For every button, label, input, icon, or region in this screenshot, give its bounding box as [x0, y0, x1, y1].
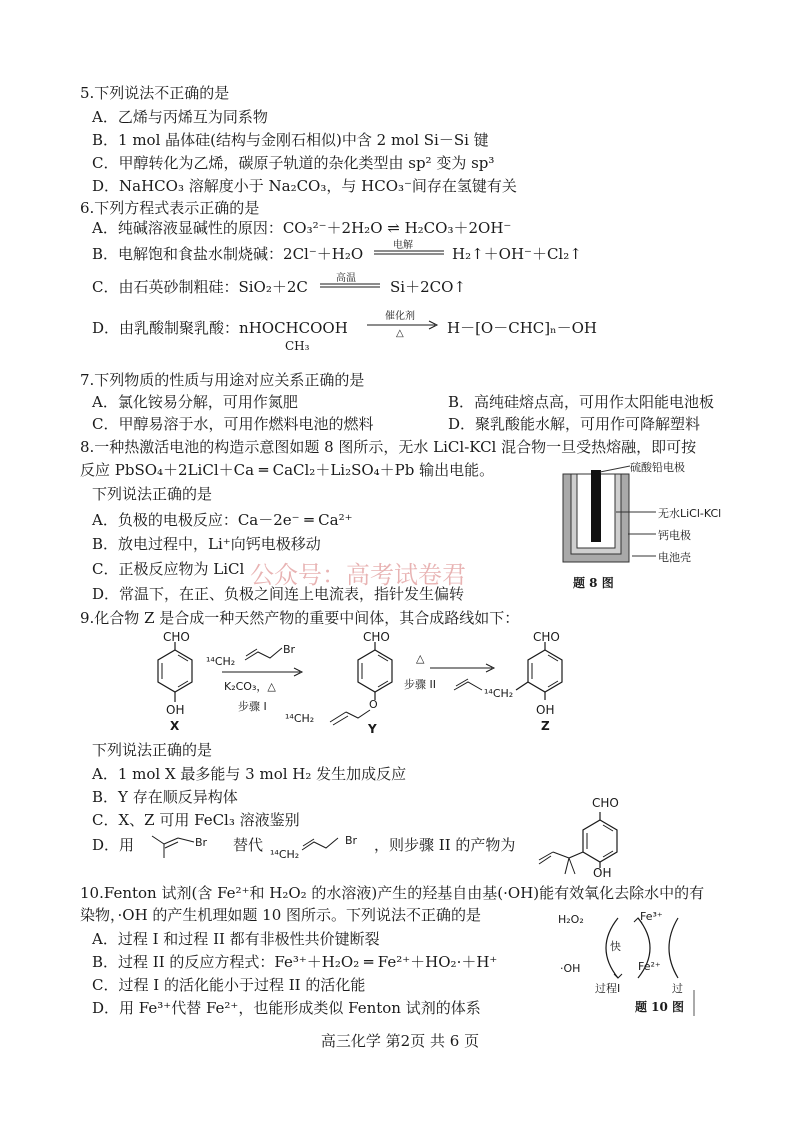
y-ch2-label: ¹⁴CH₂	[285, 712, 315, 725]
product-cho-label: CHO	[592, 796, 619, 810]
page-footer: 高三化学 第2页 共 6 页	[320, 1032, 480, 1050]
fast-label: 快	[610, 940, 621, 953]
q5-option-c: C．甲醇转化为乙烯，碳原子轨道的杂化类型由 sp² 变为 sp³	[92, 154, 495, 172]
step2-label: 步骤 II	[404, 678, 436, 691]
battery-label-lines	[600, 460, 660, 570]
x-cho-label: CHO	[163, 630, 190, 644]
compound-y-structure	[330, 642, 392, 725]
h2o2-label: H₂O₂	[558, 913, 584, 926]
synthesis-scheme	[130, 630, 630, 740]
q10-option-a: A．过程 I 和过程 II 都有非极性共价键断裂	[92, 930, 380, 948]
figure-10-caption: 题 10 图	[635, 1000, 685, 1014]
q6-option-d-right: H－[O－CHC]ₙ－OH	[447, 319, 597, 337]
q9-option-d-part1: D．用	[92, 836, 135, 854]
q6-d-arrow	[365, 320, 441, 330]
q10-option-d: D．用 Fe³⁺代替 Fe²⁺，也能形成类似 Fenton 试剂的体系	[92, 999, 481, 1017]
z-cho-label: CHO	[533, 630, 560, 644]
q5-option-b: B．1 mol 晶体硅(结构与金刚石相似)中含 2 mol Si－Si 键	[92, 131, 489, 149]
hydroxyl-radical-label: ·OH	[560, 962, 581, 975]
process-1-label: 过程I	[595, 982, 621, 995]
q9-stem: 9.化合物 Z 是合成一种天然产物的重要中间体，其合成路线如下：	[80, 609, 520, 627]
q8-option-c: C．正极反应物为 LiCl	[92, 560, 245, 578]
z-ch2-label: ¹⁴CH₂	[484, 687, 514, 700]
q6-d-condition-top: 催化剂	[385, 311, 415, 322]
y-cho-label: CHO	[363, 630, 390, 644]
q6-option-c-left: C．由石英砂制粗硅：SiO₂＋2C	[92, 278, 308, 296]
q6-b-arrow	[372, 249, 446, 257]
figure-8-caption: 题 8 图	[573, 576, 614, 590]
q9-option-a: A．1 mol X 最多能与 3 mol H₂ 发生加成反应	[92, 765, 407, 783]
process-2-label: 过	[672, 982, 683, 995]
step1-conditions: K₂CO₃，△	[224, 680, 276, 693]
allyl-br-label: Br	[345, 834, 358, 847]
allyl-bromide-structure	[300, 830, 350, 854]
compound-x-structure	[158, 642, 192, 702]
product-oh-label: OH	[593, 866, 612, 880]
q7-option-a: A．氯化铵易分解，可用作氮肥	[92, 393, 298, 411]
q6-d-condition-bottom: △	[396, 328, 404, 339]
fe2-label: Fe²⁺	[638, 960, 661, 973]
q6-stem: 6.下列方程式表示正确的是	[80, 199, 260, 217]
q6-option-a: A．纯碱溶液显碱性的原因：CO₃²⁻＋2H₂O ⇌ H₂CO₃＋2OH⁻	[92, 219, 512, 237]
q8-stem-line1: 8.一种热激活电池的构造示意图如题 8 图所示，无水 LiCl-KCl 混合物一旦受热熔融，即可按	[80, 438, 697, 456]
reagent-label: ¹⁴CH₂	[206, 655, 236, 668]
watermark: 公众号：高考试卷君	[250, 561, 466, 589]
q6-d-ch3: CH₃	[285, 339, 310, 353]
q9-option-c: C．X、Z 可用 FeCl₃ 溶液鉴别	[92, 811, 300, 829]
q9-option-d-part2: 替代	[233, 836, 264, 854]
q6-c-arrow	[318, 282, 382, 290]
q6-option-d-left: D．由乳酸制聚乳酸：nHOCHCOOH	[92, 319, 348, 337]
x-oh-label: OH	[166, 703, 185, 717]
q6-option-b-left: B．电解饱和食盐水制烧碱：2Cl⁻＋H₂O	[92, 245, 364, 263]
fe3-label: Fe³⁺	[640, 910, 663, 923]
y-compound-label: Y	[368, 722, 377, 736]
prenyl-br-label: Br	[195, 836, 208, 849]
q6-b-condition: 电解	[393, 240, 413, 251]
q6-option-c-right: Si＋2CO↑	[390, 278, 466, 296]
q10-stem-line1: 10.Fenton 试剂(含 Fe²⁺和 H₂O₂ 的水溶液)产生的羟基自由基(·OH)能有效氧化去除水中的有	[80, 884, 705, 902]
q8-stem-line2: 反应 PbSO₄＋2LiCl＋Ca ═ CaCl₂＋Li₂SO₄＋Pb 输出电能。	[80, 461, 495, 479]
y-o-label: O	[369, 698, 378, 711]
x-compound-label: X	[170, 719, 180, 733]
label-licl-kcl: 无水LiCl-KCl	[658, 507, 722, 520]
q7-option-b: B．高纯硅熔点高，可用作太阳能电池板	[448, 393, 715, 411]
q8-option-b: B．放电过程中，Li⁺向钙电极移动	[92, 535, 321, 553]
q8-option-d: D．常温下，在正、负极之间连上电流表，指针发生偏转	[92, 585, 465, 603]
z-compound-label: Z	[541, 719, 550, 733]
q5-option-d: D．NaHCO₃ 溶解度小于 Na₂CO₃，与 HCO₃⁻间存在氢键有关	[92, 177, 517, 195]
q7-option-c: C．甲醇易溶于水，可用作燃料电池的燃料	[92, 415, 374, 433]
q6-option-b-right: H₂↑＋OH⁻＋Cl₂↑	[452, 245, 582, 263]
q7-stem: 7.下列物质的性质与用途对应关系正确的是	[80, 371, 365, 389]
q7-option-d: D．聚乳酸能水解，可用作可降解塑料	[448, 415, 701, 433]
step2-conditions: △	[416, 652, 425, 665]
q9-option-b: B．Y 存在顺反异构体	[92, 788, 238, 806]
label-lead-sulfate-electrode: 硫酸铅电极	[630, 461, 685, 474]
q6-c-condition: 高温	[336, 273, 356, 284]
z-oh-label: OH	[536, 703, 555, 717]
reagent-br-label: Br	[283, 643, 296, 656]
q10-option-c: C．过程 I 的活化能小于过程 II 的活化能	[92, 976, 366, 994]
allyl-ch2-label: ¹⁴CH₂	[270, 848, 300, 861]
product-structure	[525, 802, 635, 884]
q9-stem2: 下列说法正确的是	[92, 741, 213, 759]
q5-option-a: A．乙烯与丙烯互为同系物	[92, 108, 268, 126]
q10-option-b: B．过程 II 的反应方程式：Fe³⁺＋H₂O₂ ═ Fe²⁺＋HO₂·＋H⁺	[92, 953, 498, 971]
q9-option-d-part3: ，则步骤 II 的产物为	[374, 836, 516, 854]
label-calcium-electrode: 钙电极	[658, 529, 691, 542]
q5-stem: 5.下列说法不正确的是	[80, 84, 230, 102]
q8-option-a: A．负极的电极反应：Ca－2e⁻ ═ Ca²⁺	[92, 511, 353, 529]
step1-label: 步骤 I	[238, 700, 267, 713]
q8-stem-line3: 下列说法正确的是	[92, 485, 213, 503]
q10-stem-line2: 染物，·OH 的产生机理如题 10 图所示。下列说法不正确的是	[80, 906, 482, 924]
label-battery-shell: 电池壳	[658, 551, 691, 564]
